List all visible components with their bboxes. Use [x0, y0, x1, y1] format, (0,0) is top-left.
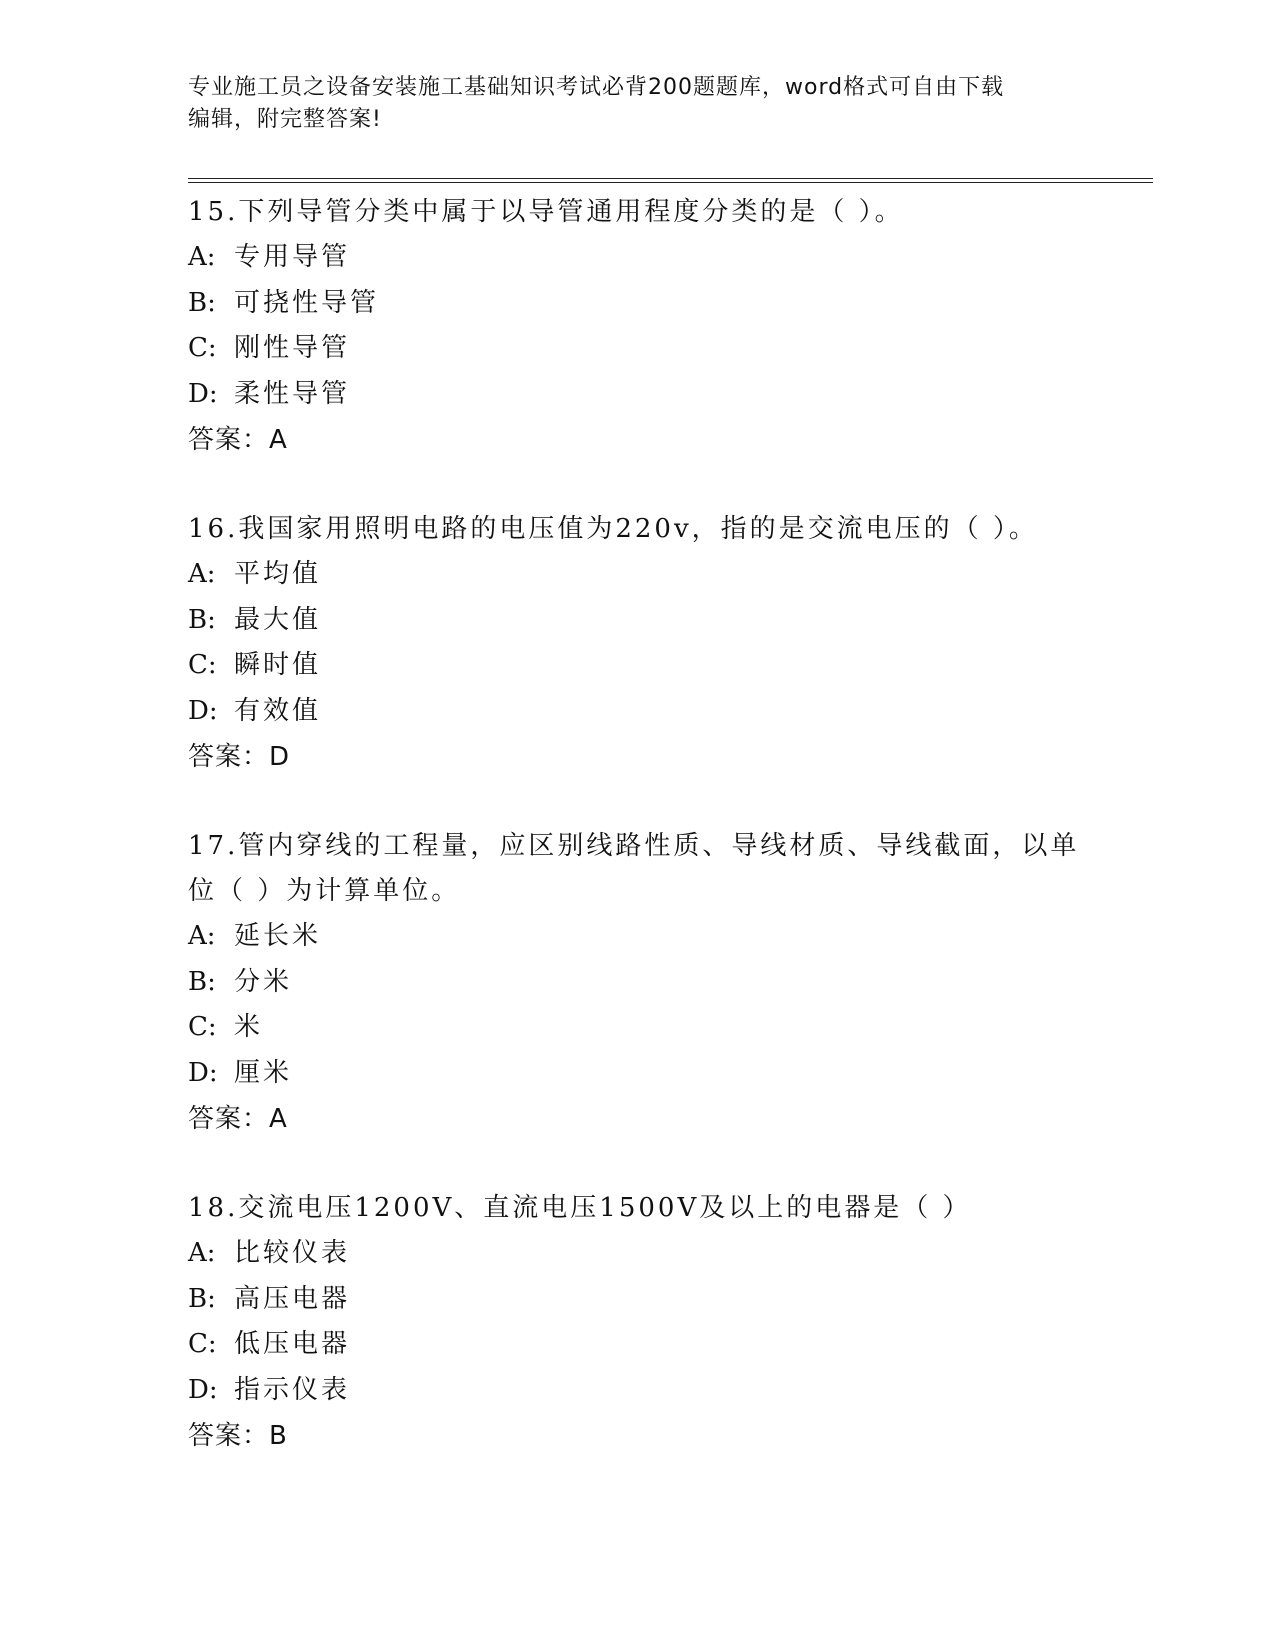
option-text: 柔性导管	[234, 378, 351, 409]
option-letter: C:	[188, 333, 217, 363]
option-letter: A:	[188, 242, 216, 272]
option-text: 延长米	[234, 921, 322, 951]
option-text: 专用导管	[234, 242, 351, 272]
option-letter: D:	[188, 695, 218, 726]
option-letter: D:	[188, 378, 218, 409]
option-text: 高压电器	[234, 1283, 351, 1314]
option-a	[188, 552, 1088, 598]
option-c	[188, 1322, 1088, 1368]
option-letter: B:	[188, 287, 216, 318]
option-c	[188, 643, 1088, 689]
option-letter: B:	[188, 604, 216, 635]
option-c	[188, 326, 1088, 372]
option-letter: C:	[188, 650, 217, 680]
option-a	[188, 914, 1088, 960]
question-text: 18.交流电压1200V、直流电压1500V及以上的电器是（ ）	[188, 1193, 972, 1223]
question-text: 17.管内穿线的工程量，应区别线路性质、导线材质、导线截面，以单位（ ）为计算单位。	[188, 831, 1080, 906]
option-b	[188, 960, 1088, 1006]
option-text: 可挠性导管	[234, 287, 380, 318]
option-d	[188, 372, 1088, 418]
option-letter: D:	[188, 1057, 218, 1088]
question-18	[188, 1186, 1088, 1459]
question-list	[188, 190, 1088, 1503]
option-text: 指示仪表	[234, 1374, 351, 1405]
question-16	[188, 507, 1088, 780]
question-15	[188, 190, 1088, 463]
option-text: 刚性导管	[234, 333, 351, 363]
header-line-2: 编辑，附完整答案!	[188, 107, 382, 132]
option-letter: A:	[188, 559, 216, 589]
option-b	[188, 598, 1088, 644]
answer-line: 答案：A	[188, 425, 288, 455]
option-b	[188, 281, 1088, 327]
header-divider	[188, 178, 1153, 183]
option-text: 瞬时值	[234, 650, 322, 680]
option-letter: C:	[188, 1012, 217, 1042]
option-c	[188, 1005, 1088, 1051]
option-d	[188, 689, 1088, 735]
option-text: 厘米	[234, 1057, 293, 1088]
option-letter: C:	[188, 1329, 217, 1359]
option-letter: A:	[188, 1238, 216, 1268]
document-header	[188, 72, 1068, 136]
header-line-1: 专业施工员之设备安装施工基础知识考试必背200题题库，word格式可自由下载	[188, 75, 1005, 100]
option-b	[188, 1277, 1088, 1323]
question-text: 15.下列导管分类中属于以导管通用程度分类的是（ ）。	[188, 197, 904, 227]
option-text: 比较仪表	[234, 1238, 351, 1268]
option-d	[188, 1051, 1088, 1097]
answer-line: 答案：B	[188, 1421, 288, 1451]
option-text: 低压电器	[234, 1329, 351, 1359]
option-a	[188, 1231, 1088, 1277]
option-a	[188, 235, 1088, 281]
question-text: 16.我国家用照明电路的电压值为220v，指的是交流电压的（ ）。	[188, 514, 1038, 544]
option-text: 平均值	[234, 559, 322, 589]
option-letter: B:	[188, 966, 216, 997]
option-text: 米	[234, 1012, 264, 1042]
option-text: 分米	[234, 966, 293, 997]
option-text: 最大值	[234, 604, 322, 635]
answer-line: 答案：A	[188, 1104, 288, 1134]
option-letter: D:	[188, 1374, 218, 1405]
question-17	[188, 824, 1088, 1142]
option-d	[188, 1368, 1088, 1414]
option-text: 有效值	[234, 695, 322, 726]
option-letter: A:	[188, 921, 216, 951]
option-letter: B:	[188, 1283, 216, 1314]
answer-line: 答案：D	[188, 742, 291, 772]
